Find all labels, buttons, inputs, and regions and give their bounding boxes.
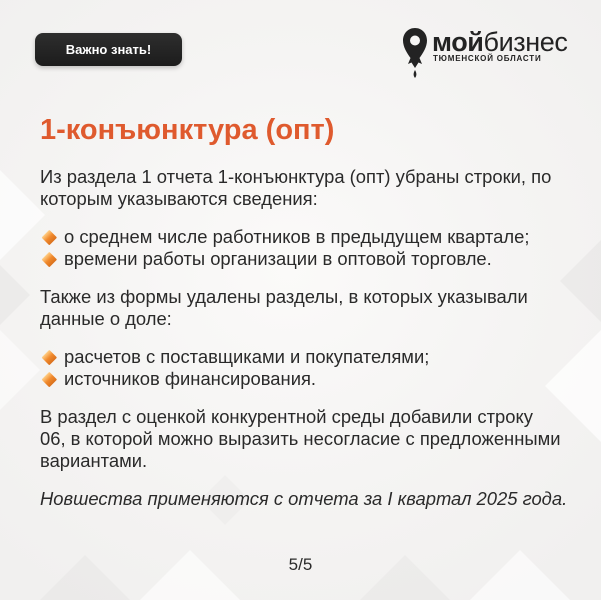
page-counter: 5/5 — [288, 555, 313, 574]
intro-paragraph — [40, 166, 580, 210]
list-item-text: расчетов с поставщиками и покупателями; — [64, 346, 430, 367]
background-diamond — [0, 265, 30, 325]
background-diamond — [0, 330, 40, 410]
text-line: данные о доле: — [40, 308, 172, 329]
text-line: Из раздела 1 отчета 1-конъюнктура (опт) убраны строки, по — [40, 166, 552, 187]
removed-sections-list — [40, 346, 580, 390]
list-item — [40, 368, 580, 390]
text-line: которым указываются сведения: — [40, 188, 318, 209]
logo-brand-name — [432, 29, 567, 55]
orange-diamond-icon — [42, 251, 57, 266]
important-badge — [35, 33, 182, 66]
list-item-text: времени работы организации в оптовой торговле. — [64, 248, 492, 269]
effective-date-note: Новшества применяются с отчета за I квартал 2025 года. — [40, 488, 568, 509]
background-diamond — [0, 170, 45, 260]
addition-paragraph — [40, 406, 580, 472]
logo-brand-bold: мой — [432, 27, 484, 57]
rocket-pin-icon — [402, 27, 428, 79]
logo-region: ТЮМЕНСКОЙ ОБЛАСТИ — [433, 54, 542, 63]
content-body — [40, 166, 580, 510]
orange-diamond-icon — [42, 229, 57, 244]
text-line: вариантами. — [40, 450, 148, 471]
page-title: 1-конъюнктура (опт) — [40, 114, 335, 146]
text-line: В раздел с оценкой конкурентной среды добавили строку — [40, 406, 533, 427]
list-item-text: о среднем числе работников в предыдущем квартале; — [64, 226, 530, 247]
list-item — [40, 346, 580, 368]
important-badge-label: Важно знать! — [65, 41, 152, 57]
orange-diamond-icon — [42, 349, 57, 364]
text-line: Также из формы удалены разделы, в которых указывали — [40, 286, 528, 307]
orange-diamond-icon — [42, 371, 57, 386]
text-line: 06, в которой можно выразить несогласие с предложенными — [40, 428, 561, 449]
list-item-text: источников финансирования. — [64, 368, 317, 389]
sections-paragraph — [40, 286, 580, 330]
logo-brand-regular: бизнес — [483, 27, 568, 57]
list-item — [40, 248, 580, 270]
list-item — [40, 226, 580, 248]
removed-rows-list — [40, 226, 580, 270]
